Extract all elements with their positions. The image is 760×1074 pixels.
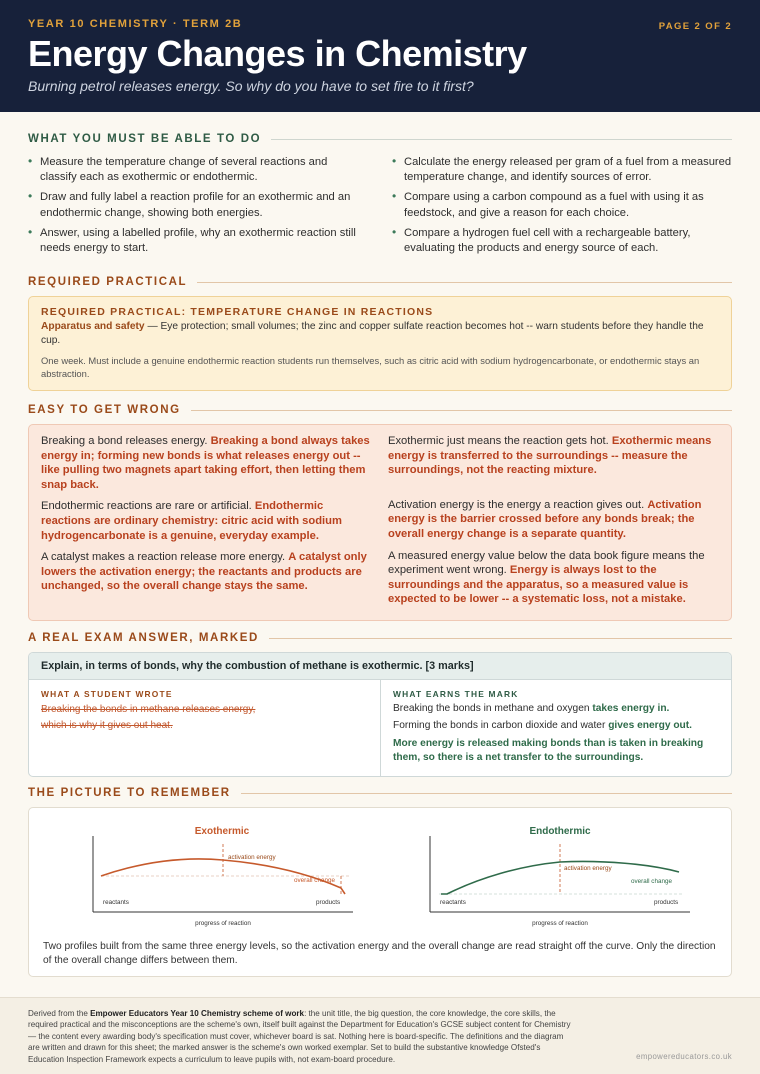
- misconception-item: Endothermic reactions are rare or artificial. Endothermic reactions are ordinary chemistry: citric acid with sodium hydrogencarbonate is a genuine, everyday example.: [41, 500, 342, 542]
- exo-reactants-label: reactants: [103, 899, 129, 906]
- practical-section: [28, 276, 732, 391]
- endo-products-label: products: [654, 899, 679, 906]
- source-note: Derived from the Empower Educators Year 10 Chemistry scheme of work: the unit title, the big question, the core knowledge, the core skills, the required practical and the misconceptions are the scheme's own, itself built against the Department for Education's GCSE subject content for Chemistry — the content every awarding body's specification must cover, whichever board is sat. Nothing here is board-specific. The definitions and the diagram are written and drawn for this sheet; the marked answer is the scheme's own worked exemplar. Set to build the substantive knowledge Ofsted's Education Inspection Framework expects a curriculum to leave pupils with, not exam-board procedure.: [28, 1009, 571, 1064]
- bullet-icon: •: [392, 224, 397, 239]
- practical-card: [28, 296, 732, 391]
- objective-item: • Compare using a carbon compound as a fuel with using it as feedstock, and give a reason for each choice.: [392, 190, 732, 220]
- objective-item: • Compare a hydrogen fuel cell with a rechargeable battery, evaluating the products and energy source of each.: [392, 226, 732, 256]
- exo-title: Exothermic: [194, 826, 250, 837]
- model-answer: [380, 680, 731, 776]
- exo-x-label: progress of reaction: [195, 920, 251, 927]
- page-number: PAGE 2 OF 2: [658, 21, 732, 32]
- section-heading: A REAL EXAM ANSWER, MARKED: [28, 632, 259, 644]
- misconception-item: A measured energy value below the data book figure means the experiment went wrong. Energy is always lost to the surroundings and the apparatus, so a measured value is expected to be lower -- a systematic loss, not a mistake.: [388, 549, 705, 606]
- divider: [241, 793, 732, 794]
- model-answer-heading: WHAT EARNS THE MARK: [393, 689, 519, 699]
- exo-products-label: products: [316, 899, 341, 906]
- course-kicker: YEAR 10 CHEMISTRY · TERM 2B: [28, 18, 243, 30]
- endo-overall-label: overall change: [631, 878, 672, 885]
- mark-point: Breaking the bonds in methane and oxygen takes energy in.: [393, 703, 670, 714]
- section-heading: REQUIRED PRACTICAL: [28, 276, 188, 288]
- mark-point: Forming the bonds in carbon dioxide and water gives energy out.: [393, 720, 692, 732]
- misconception-item: Activation energy is the energy a reaction gives out. Activation energy is the barrier crossed before any bonds break; the overall energy change is a separate quantity.: [388, 498, 702, 540]
- misconception-item: Exothermic just means the reaction gets hot. Exothermic means energy is transferred to the surroundings -- measure the surroundings, not the reacting mixture.: [388, 435, 712, 477]
- diagram-card: [28, 807, 732, 977]
- endo-reactants-label: reactants: [440, 899, 466, 906]
- page-title: Energy Changes in Chemistry: [28, 33, 527, 74]
- divider: [271, 139, 732, 140]
- practical-note: One week. Must include a genuine endothermic reaction students run themselves, such as citric acid with sodium hydrogencarbonate, or endothermic stays an abstraction.: [41, 354, 700, 379]
- misconceptions-card: [28, 424, 732, 621]
- practical-title: REQUIRED PRACTICAL: TEMPERATURE CHANGE IN REACTIONS: [41, 306, 434, 318]
- section-heading: THE PICTURE TO REMEMBER: [28, 787, 231, 799]
- exam-question: Explain, in terms of bonds, why the combustion of methane is exothermic. [3 marks]: [29, 653, 731, 680]
- mark-point: More energy is released making bonds than is taken in breaking them, so there is a net transfer to the surroundings.: [393, 737, 704, 763]
- objective-item: • Calculate the energy released per gram of a fuel from a measured temperature change, and identify sources of error.: [392, 155, 732, 185]
- divider: [191, 410, 732, 411]
- objectives-section: [28, 133, 732, 261]
- objective-item: • Draw and fully label a reaction profile for an exothermic and an endothermic change, showing both energies.: [28, 190, 362, 220]
- misconception-item: Breaking a bond releases energy. Breaking a bond always takes energy in; forming new bonds is what releases energy out -- like pulling two magnets apart taking effort, then letting them snap back.: [41, 435, 370, 491]
- picture-section: [28, 787, 732, 977]
- energy-profiles-diagram: [29, 808, 733, 938]
- student-answer-heading: WHAT A STUDENT WROTE: [41, 689, 173, 699]
- endo-title: Endothermic: [529, 826, 591, 837]
- divider: [197, 282, 732, 283]
- page-header: [0, 0, 760, 112]
- struck-line: which is why it gives out heat.: [41, 719, 173, 731]
- big-question: Burning petrol releases energy. So why do you have to set fire to it first?: [28, 78, 474, 94]
- section-heading: EASY TO GET WRONG: [28, 404, 181, 416]
- misconception-item: A catalyst makes a reaction release more energy. A catalyst only lowers the activation energy; the reactants and products are unchanged, so the overall change stays the same.: [41, 551, 367, 593]
- bullet-icon: •: [28, 224, 33, 239]
- bullet-icon: •: [392, 154, 397, 168]
- endo-activation-label: activation energy: [564, 865, 612, 872]
- section-heading: WHAT YOU MUST BE ABLE TO DO: [28, 133, 262, 145]
- struck-line: Breaking the bonds in methane releases energy,: [41, 704, 256, 715]
- objective-item: • Measure the temperature change of several reactions and classify each as exothermic or endothermic.: [28, 155, 362, 185]
- endo-x-label: progress of reaction: [532, 920, 588, 927]
- bullet-icon: •: [28, 189, 33, 204]
- student-answer: [29, 680, 380, 776]
- misconceptions-section: [28, 404, 732, 621]
- page-footer: [0, 997, 760, 1074]
- exam-section: [28, 632, 732, 777]
- exo-activation-label: activation energy: [228, 854, 276, 861]
- objective-item: • Answer, using a labelled profile, why an exothermic reaction still needs energy to start.: [28, 226, 362, 256]
- divider: [269, 638, 732, 639]
- diagram-caption: Two profiles built from the same three energy levels, so the activation energy and the overall change are read straight off the curve. Only the direction of the overall change differs between them.: [43, 941, 716, 966]
- exam-card: [28, 652, 732, 777]
- footer-url: empowereducators.co.uk: [636, 1052, 732, 1061]
- practical-safety: Apparatus and safety — Eye protection; small volumes; the zinc and copper sulfate reaction becomes hot -- warn students before they handle the cup.: [41, 321, 704, 347]
- exo-overall-label: overall change: [294, 877, 335, 884]
- bullet-icon: •: [392, 189, 397, 204]
- bullet-icon: •: [28, 154, 33, 168]
